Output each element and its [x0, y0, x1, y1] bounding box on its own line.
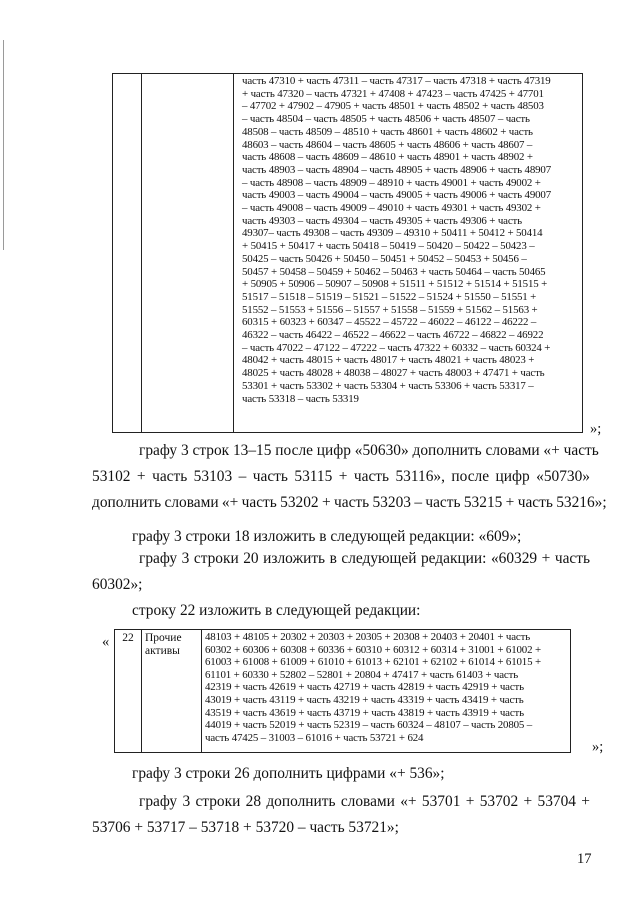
table-cell-number: [113, 74, 142, 433]
row-formula-cell: [202, 630, 571, 753]
closing-quote-mark: »;: [590, 421, 602, 437]
table-row-continuation: [112, 73, 583, 433]
opening-quote-mark: «: [102, 634, 110, 650]
formula-text: часть 47310 + часть 47311 – часть 47317 – часть 47318 + часть 47319 + часть 47320 – часть 47321 + 47408 + 47423 – часть 47425 + 47701 – 47702 + 47902 – 47905 + часть 48501 + часть 48502 + часть 48503 – часть 48504 – часть 48505 + часть 48506 + часть 48507 – часть 48508 – часть 48509 – 48510 + часть 48601 + часть 48602 + часть 48603 – часть 48604 – часть 48605 + часть 48606 + часть 48607 – часть 48608 – часть 48609 – 48610 + часть 48901 + часть 48902 + часть 48903 – часть 48904 – часть 48905 + часть 48906 + часть 48907 – часть 48908 – часть 48909 – 48910 + часть 49001 + часть 49002 + часть 49003 – часть 49004 – часть 49005 + часть 49006 + часть 49007 – часть 49008 – часть 49009 – 49010 + часть 49301 + часть 49302 + часть 49303 – часть 49304 – часть 49305 + часть 49306 + часть 49307– часть 49308 – часть 49309 – 49310 + 50411 + 50412 + 50414 + 50415 + 50417 + часть 50418 – 50419 – 50420 – 50422 – 50423 – 50425 – часть 50426 + 50450 – 50451 + 50452 – 50453 + 50456 – 50457 + 50458 – 50459 + 50462 – 50463 + часть 50464 – часть 50465 + 50905 + 50906 – 50907 – 50908 + 51511 + 51512 + 51514 + 51515 + 51517 – 51518 – 51519 – 51521 – 51522 – 51524 + 51550 – 51551 + 51552 – 51553 + 51556 – 51557 + 51558 – 51559 + 51562 – 51563 + 60315 + 60323 + 60347 – 45522 – 45722 – 46022 – 46122 – 46222 – 46322 – часть 46422 – 46522 – 46622 – часть 46722 – 46822 – 46922 – часть 47022 – 47122 – 47222 – часть 47322 + 60332 – часть 60324 + 48042 + часть 48015 + часть 48017 + часть 48021 + часть 48023 + 48025 + часть 48028 + 48038 – 48027 + часть 48003 + 47471 + часть 53301 + часть 53302 + часть 53304 + часть 53306 + часть 53317 – часть 53318 – часть 53319: [242, 75, 552, 405]
paragraph-line: графу 3 строки 20 изложить в следующей редакции: «60329 + часть: [139, 550, 590, 567]
row-number: 22: [115, 630, 142, 753]
table-cell-name: [142, 74, 234, 433]
scan-margin-line: [3, 40, 4, 250]
paragraph: строку 22 изложить в следующей редакции:: [132, 602, 421, 619]
paragraph-line: дополнить словами «+ часть 53202 + часть 53203 – часть 53215 + часть 53216»;: [92, 494, 607, 511]
formula-text: 48103 + 48105 + 20302 + 20303 + 20305 + 20308 + 20403 + 20401 + часть 60302 + 60306 + 60308 + 60336 + 60310 + 60312 + 60314 + 31001 + 61002 + 61003 + 61008 + 61009 + 61010 + 61013 + 62101 + 62102 + 61014 + 61015 + 61101 + 60330 + 52802 – 52801 + 20804 + 47417 + часть 61403 + часть 42319 + часть 42619 + часть 42719 + часть 42819 + часть 42919 + часть 43019 + часть 43119 + часть 43219 + часть 43319 + часть 43419 + часть 43519 + часть 43619 + часть 43719 + часть 43819 + часть 43919 + часть 44019 + часть 52019 + часть 52319 – часть 60324 – 48107 – часть 20805 – часть 47425 – 31003 – 61016 + часть 53721 + 624: [205, 631, 541, 744]
table-row-22: [114, 629, 571, 753]
paragraph-line: графу 3 строк 13–15 после цифр «50630» дополнить словами «+ часть: [139, 442, 599, 459]
page-number: 17: [577, 851, 592, 867]
paragraph-line: 53102 + часть 53103 – часть 53115 + часть 53116», после цифр «50730»: [92, 468, 590, 485]
paragraph: графу 3 строки 18 изложить в следующей редакции: «609»;: [132, 528, 522, 545]
paragraph-line: 53706 + 53717 – 53718 + 53720 – часть 53721»;: [92, 819, 399, 836]
table-cell-formula: [234, 74, 583, 433]
paragraph-line: 60302»;: [92, 576, 143, 593]
row-name: Прочие активы: [142, 630, 202, 753]
closing-quote-mark: »;: [592, 739, 604, 755]
paragraph: графу 3 строки 26 дополнить цифрами «+ 536»;: [132, 765, 445, 782]
paragraph-line: графу 3 строки 28 дополнить словами «+ 53701 + 53702 + 53704 +: [139, 793, 590, 810]
